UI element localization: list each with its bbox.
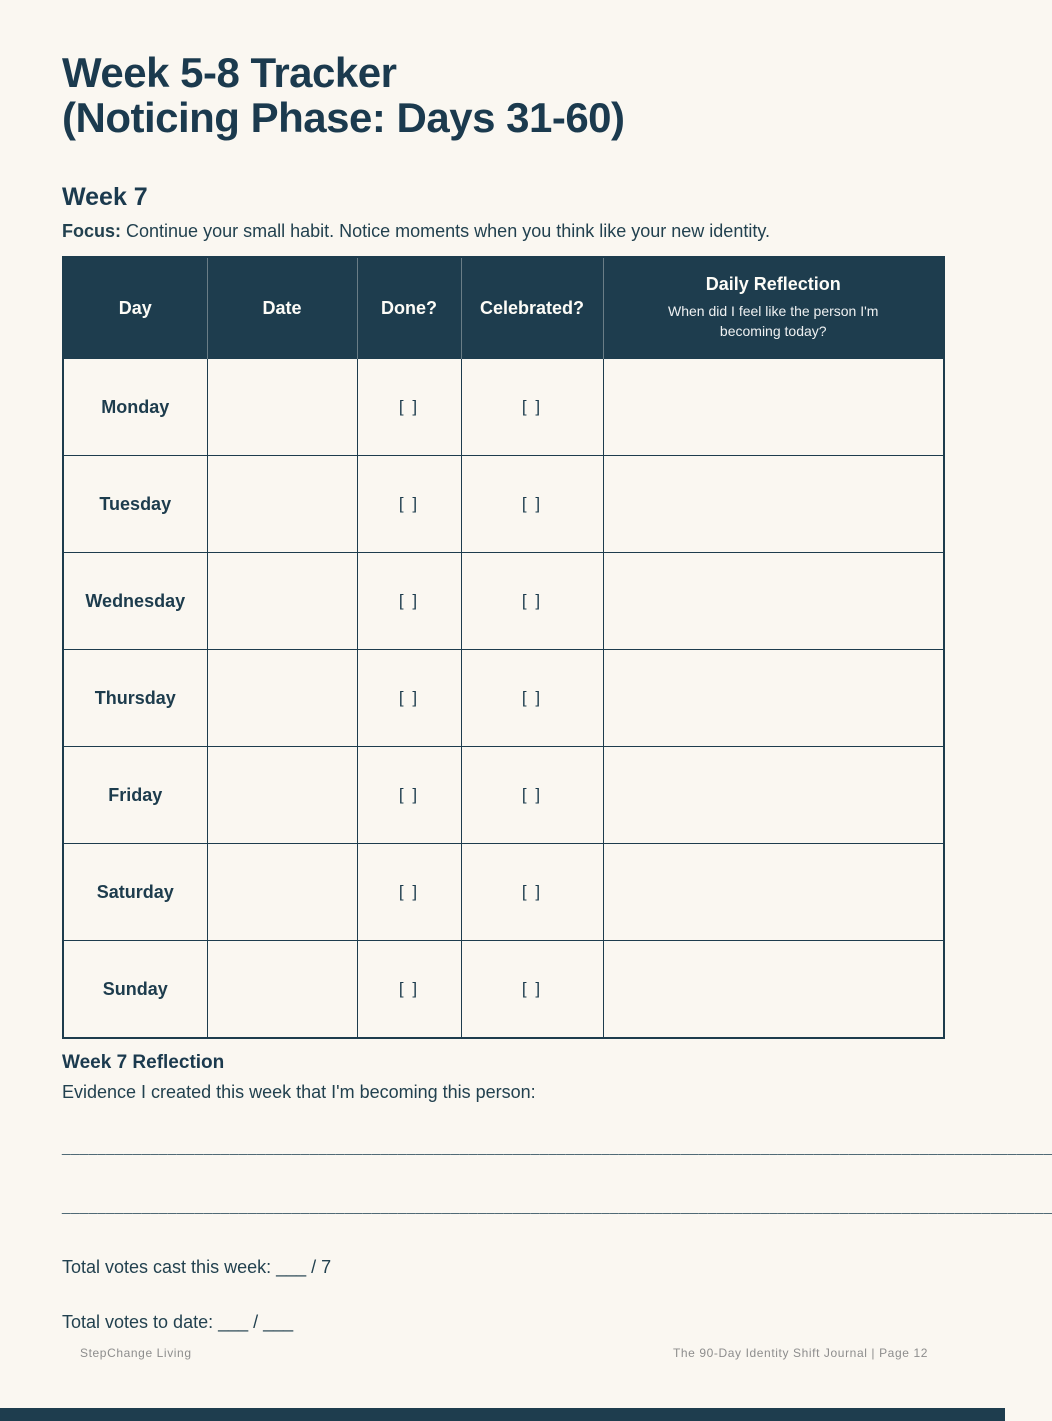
reflection-cell[interactable] [603, 456, 944, 553]
date-cell[interactable] [207, 747, 357, 844]
table-row [63, 553, 944, 650]
date-cell[interactable] [207, 650, 357, 747]
total-votes-to-date: Total votes to date: ___ / ___ [62, 1311, 294, 1332]
footer-journal-page: The 90-Day Identity Shift Journal | Page 12 [672, 1346, 928, 1360]
celebrated-checkbox[interactable]: [ ] [461, 553, 603, 650]
celebrated-checkbox[interactable]: [ ] [461, 747, 603, 844]
reflection-cell[interactable] [603, 747, 944, 844]
week-reflection-heading: Week 7 Reflection [62, 1051, 225, 1073]
done-checkbox[interactable]: [ ] [357, 553, 461, 650]
footer-brand: StepChange Living [80, 1346, 192, 1360]
done-checkbox[interactable]: [ ] [357, 844, 461, 941]
day-cell: Sunday [63, 941, 207, 1038]
bottom-accent-bar [0, 1408, 1005, 1421]
write-in-line[interactable]: ________________________________________________________________________________________________________________ [62, 1138, 1052, 1156]
week-heading: Week 7 [62, 182, 148, 211]
focus-line [62, 220, 943, 243]
table-row [63, 844, 944, 941]
daily-reflection-title: Daily Reflection [705, 274, 841, 295]
reflection-prompt: Evidence I created this week that I'm becoming this person: [62, 1081, 536, 1102]
table-row [63, 747, 944, 844]
done-checkbox[interactable]: [ ] [357, 941, 461, 1038]
done-checkbox[interactable]: [ ] [357, 650, 461, 747]
daily-reflection-subtitle: When did I feel like the person I'm becoming today? [668, 303, 879, 339]
col-header-day: Day [63, 257, 207, 359]
date-cell[interactable] [207, 844, 357, 941]
date-cell[interactable] [207, 456, 357, 553]
day-cell: Friday [63, 747, 207, 844]
reflection-cell[interactable] [603, 844, 944, 941]
table-row [63, 650, 944, 747]
celebrated-checkbox[interactable]: [ ] [461, 844, 603, 941]
day-cell: Wednesday [63, 553, 207, 650]
page-title-line1: Week 5-8 Tracker [62, 49, 397, 96]
date-cell[interactable] [207, 553, 357, 650]
total-votes-week: Total votes cast this week: ___ / 7 [62, 1256, 332, 1277]
focus-label: Focus: [62, 220, 122, 241]
day-cell: Tuesday [63, 456, 207, 553]
write-in-line[interactable]: ________________________________________________________________________________________________________________ [62, 1197, 1052, 1215]
celebrated-checkbox[interactable]: [ ] [461, 456, 603, 553]
day-cell: Saturday [63, 844, 207, 941]
day-cell: Thursday [63, 650, 207, 747]
done-checkbox[interactable]: [ ] [357, 456, 461, 553]
page-title [62, 50, 943, 141]
page-footer [80, 1346, 928, 1360]
reflection-cell[interactable] [603, 650, 944, 747]
col-header-done: Done? [357, 257, 461, 359]
reflection-cell[interactable] [603, 553, 944, 650]
celebrated-checkbox[interactable]: [ ] [461, 650, 603, 747]
col-header-daily-reflection [603, 257, 944, 359]
celebrated-checkbox[interactable]: [ ] [461, 941, 603, 1038]
col-header-celebrated: Celebrated? [461, 257, 603, 359]
focus-text: Continue your small habit. Notice moments when you think like your new identity. [126, 220, 770, 241]
table-row [63, 456, 944, 553]
date-cell[interactable] [207, 941, 357, 1038]
week7-tracker-table [62, 256, 945, 1039]
col-header-date: Date [207, 257, 357, 359]
reflection-cell[interactable] [603, 941, 944, 1038]
done-checkbox[interactable]: [ ] [357, 359, 461, 456]
celebrated-checkbox[interactable]: [ ] [461, 359, 603, 456]
reflection-cell[interactable] [603, 359, 944, 456]
day-cell: Monday [63, 359, 207, 456]
date-cell[interactable] [207, 359, 357, 456]
done-checkbox[interactable]: [ ] [357, 747, 461, 844]
table-header-row [63, 257, 944, 359]
table-row [63, 359, 944, 456]
table-row [63, 941, 944, 1038]
page-title-line2: (Noticing Phase: Days 31-60) [62, 94, 625, 142]
